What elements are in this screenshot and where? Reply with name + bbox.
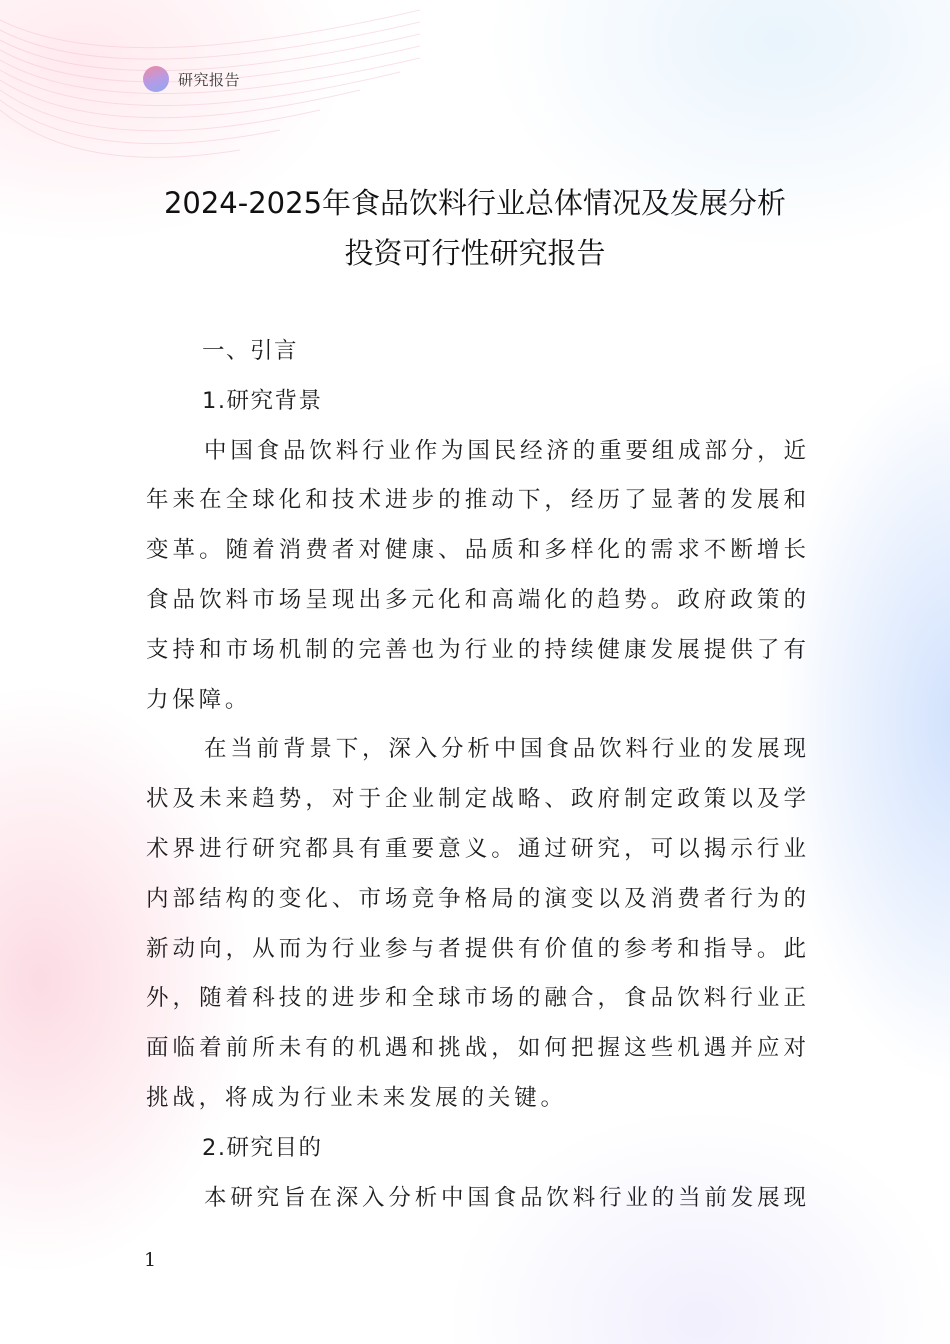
paragraph-line: 食品饮料市场呈现出多元化和高端化的趋势。政府政策的 xyxy=(146,586,806,613)
paragraph-line: 状及未来趋势，对于企业制定战略、政府制定政策以及学 xyxy=(146,786,806,813)
subsection-heading-purpose: 2.研究目的 xyxy=(202,1134,323,1161)
paragraph-line: 在当前背景下，深入分析中国食品饮料行业的发展现 xyxy=(204,736,806,763)
paragraph-line: 外，随着科技的进步和全球市场的融合，食品饮料行业正 xyxy=(146,985,806,1012)
paragraph-line: 挑战，将成为行业未来发展的关键。 xyxy=(146,1084,567,1111)
paragraph-line: 年来在全球化和技术进步的推动下，经历了显著的发展和 xyxy=(146,487,806,514)
document-header xyxy=(143,66,240,92)
paragraph-line: 术界进行研究都具有重要意义。通过研究，可以揭示行业 xyxy=(146,835,806,862)
page-number: 1 xyxy=(144,1249,157,1271)
section-heading-introduction: 一、引言 xyxy=(202,338,299,364)
paragraph-line: 新动向，从而为行业参与者提供有价值的参考和指导。此 xyxy=(146,935,806,962)
paragraph-line: 变革。随着消费者对健康、品质和多样化的需求不断增长 xyxy=(146,537,806,564)
paragraph-line: 内部结构的变化、市场竞争格局的演变以及消费者行为的 xyxy=(146,885,806,912)
paragraph-line: 本研究旨在深入分析中国食品饮料行业的当前发展现 xyxy=(204,1184,806,1211)
document-body xyxy=(146,327,806,1223)
paragraph-line: 中国食品饮料行业作为国民经济的重要组成部分，近 xyxy=(204,437,806,464)
paragraph-line: 面临着前所未有的机遇和挑战，如何把握这些机遇并应对 xyxy=(146,1035,806,1062)
subsection-heading-background: 1.研究背景 xyxy=(202,387,323,414)
paragraph-line: 支持和市场机制的完善也为行业的持续健康发展提供了有 xyxy=(146,636,806,663)
document-title xyxy=(140,178,810,278)
title-line-2: 投资可行性研究报告 xyxy=(344,236,606,270)
report-logo-icon xyxy=(143,66,169,92)
paragraph-line: 力保障。 xyxy=(146,686,252,713)
title-line-1: 2024-2025年食品饮料行业总体情况及发展分析 xyxy=(163,186,787,220)
header-label: 研究报告 xyxy=(178,70,241,89)
